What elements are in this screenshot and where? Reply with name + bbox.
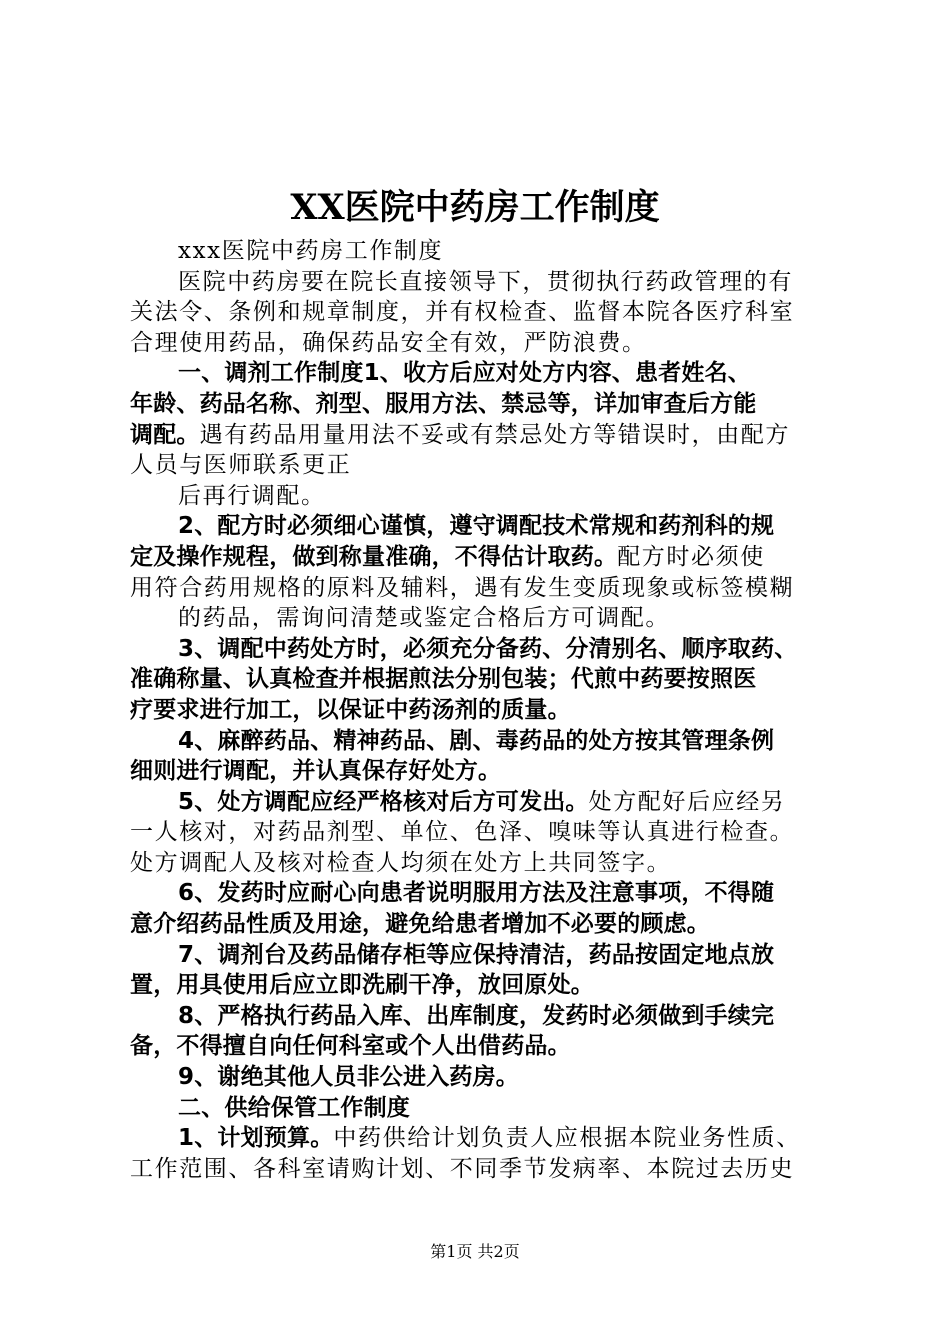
text-line — [130, 236, 835, 267]
document-title: XX医院中药房工作制度 — [290, 187, 660, 228]
text-line — [130, 1062, 835, 1093]
text-line — [130, 420, 835, 451]
bold-text-segment: 意介绍药品性质及用途，避免给患者增加不必要的顾虑。 — [130, 911, 710, 938]
text-segment: 关法令、条例和规章制度，并有权检查、监督本院各医疗科室 — [130, 299, 795, 326]
bold-text-segment: 疗要求进行加工，以保证中药汤剂的质量。 — [130, 696, 571, 723]
text-segment: 处方配好后应经另 — [588, 788, 786, 815]
bold-text-segment: 8、严格执行药品入库、出库制度，发药时必须做到手续完 — [178, 1002, 775, 1029]
text-segment: 后再行调配。 — [178, 482, 326, 509]
bold-text-segment: 调配。 — [130, 421, 200, 448]
text-line — [130, 726, 835, 757]
bold-text-segment: 1、计划预算。 — [178, 1125, 334, 1152]
bold-text-segment: 定及操作规程，做到称量准确，不得估计取药。 — [130, 543, 618, 570]
text-line — [130, 603, 835, 634]
text-line — [130, 328, 835, 359]
text-line — [130, 267, 835, 298]
bold-text-segment: 6、发药时应耐心向患者说明服用方法及注意事项，不得随 — [178, 880, 775, 907]
text-line — [130, 573, 835, 604]
bold-text-segment: 4、麻醉药品、精神药品、剧、毒药品的处方按其管理条例 — [178, 727, 775, 754]
bold-text-segment: 7、调剂台及药品储存柜等应保持清洁，药品按固定地点放 — [178, 941, 775, 968]
text-line — [130, 817, 835, 848]
text-line — [130, 358, 835, 389]
bold-text-segment: 备，不得擅自向任何科室或个人出借药品。 — [130, 1033, 571, 1060]
text-segment: 合理使用药品，确保药品安全有效，严防浪费。 — [130, 329, 647, 356]
text-line — [130, 1093, 835, 1124]
text-line — [130, 1001, 835, 1032]
text-segment: xxx医院中药房工作制度 — [178, 238, 444, 264]
bold-text-segment: 一、调剂工作制度1、收方后应对处方内容、患者姓名、 — [178, 360, 752, 387]
text-line — [130, 695, 835, 726]
bold-text-segment: 5、处方调配应经严格核对后方可发出。 — [178, 788, 589, 815]
text-line — [130, 1123, 835, 1154]
text-line — [130, 787, 835, 818]
bold-text-segment: 2、配方时必须细心谨慎，遵守调配技术常规和药剂科的规 — [178, 513, 775, 540]
bold-text-segment: 9、谢绝其他人员非公进入药房。 — [178, 1064, 520, 1091]
text-segment: 中药供给计划负责人应根据本院业务性质、 — [333, 1125, 801, 1152]
text-line — [130, 970, 835, 1001]
text-segment: 工作范围、各科室请购计划、不同季节发病率、本院过去历史 — [130, 1155, 795, 1182]
text-segment: 配方时必须使 — [617, 543, 765, 570]
text-line — [130, 297, 835, 328]
text-line — [130, 756, 835, 787]
text-line — [130, 940, 835, 971]
bold-text-segment: 年龄、药品名称、剂型、服用方法、禁忌等，详加审查后方能 — [130, 390, 757, 417]
text-segment: 遇有药品用量用法不妥或有禁忌处方等错误时，由配方 — [199, 421, 791, 448]
text-line — [130, 511, 835, 542]
text-line — [130, 878, 835, 909]
text-segment: 用符合药用规格的原料及辅料，遇有发生变质现象或标签模糊 — [130, 574, 795, 601]
text-line — [130, 909, 835, 940]
text-line — [130, 389, 835, 420]
text-segment: 人员与医师联系更正 — [130, 452, 352, 479]
page-footer: 第1页 共2页 — [430, 1242, 520, 1261]
text-segment: 一人核对，对药品剂型、单位、色泽、嗅味等认真进行检查。 — [130, 819, 795, 846]
bold-text-segment: 二、供给保管工作制度 — [178, 1094, 410, 1121]
text-line — [130, 1154, 835, 1185]
text-line — [130, 542, 835, 573]
text-segment: 医院中药房要在院长直接领导下，贯彻执行药政管理的有 — [178, 268, 793, 295]
text-segment: 处方调配人及核对检查人均须在处方上共同签字。 — [130, 849, 672, 876]
text-line — [130, 664, 835, 695]
bold-text-segment: 细则进行调配，并认真保存好处方。 — [130, 758, 502, 785]
bold-text-segment: 置，用具使用后应立即洗刷干净，放回原处。 — [130, 972, 594, 999]
document-body — [130, 236, 835, 1184]
text-segment: 的药品，需询问清楚或鉴定合格后方可调配。 — [178, 605, 670, 632]
text-line — [130, 1031, 835, 1062]
bold-text-segment: 准确称量、认真检查并根据煎法分别包装；代煎中药要按照医 — [130, 666, 757, 693]
text-line — [130, 481, 835, 512]
text-line — [130, 848, 835, 879]
bold-text-segment: 3、调配中药处方时，必须充分备药、分清别名、顺序取药、 — [178, 635, 798, 662]
text-line — [130, 450, 835, 481]
text-line — [130, 634, 835, 665]
